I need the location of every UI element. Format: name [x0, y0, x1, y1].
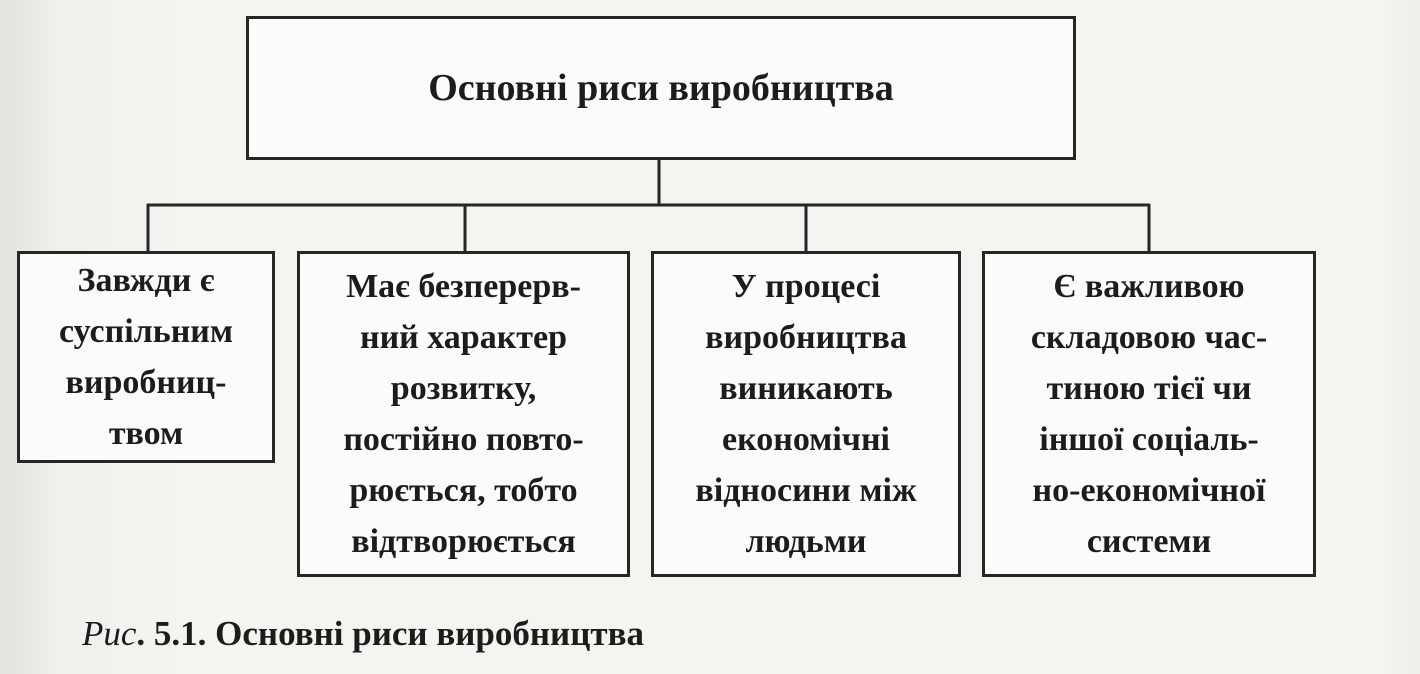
feature-box-1-line: Завжди є [77, 262, 215, 299]
feature-box-4-line: тиною тієї чи [1046, 370, 1252, 407]
feature-box-3-line: виробництва [705, 319, 907, 356]
figure-caption-prefix: Рис [82, 614, 137, 653]
feature-box-2-line: постійно повто- [343, 421, 584, 458]
feature-box-3-line: У процесі [731, 268, 881, 305]
root-box [246, 16, 1076, 160]
feature-box-4 [982, 251, 1316, 577]
root-box-text: Основні риси виробництва [428, 67, 894, 109]
feature-box-3-line: економічні [722, 421, 890, 458]
feature-box-2-line: розвитку, [390, 370, 537, 407]
feature-box-1-text [59, 255, 233, 459]
feature-box-1 [17, 251, 275, 463]
feature-box-2-text [343, 261, 583, 567]
feature-box-4-text [1031, 261, 1267, 567]
feature-box-3-line: виникають [719, 370, 893, 407]
feature-box-4-line: системи [1086, 523, 1212, 560]
feature-box-4-line: Є важливою [1053, 268, 1245, 305]
feature-box-2-line: рюється, тобто [349, 472, 578, 509]
feature-box-1-line: суспільним [58, 313, 234, 350]
feature-box-3 [651, 251, 961, 577]
feature-box-2-line: Має безперерв- [346, 268, 581, 305]
feature-box-1-line: виробниц- [65, 364, 227, 401]
figure-caption-text: . 5.1. Основні риси виробництва [136, 614, 644, 653]
feature-box-3-line: людьми [745, 523, 867, 560]
feature-box-2-line: відтворюється [351, 523, 576, 560]
feature-box-4-line: складовою час- [1030, 319, 1268, 356]
feature-box-1-line: твом [108, 415, 184, 452]
feature-box-3-line: відносини між [695, 472, 917, 509]
feature-box-2-line: ний характер [359, 319, 568, 356]
figure-caption [82, 614, 644, 654]
feature-box-4-line: но-економічної [1032, 472, 1266, 509]
feature-box-3-text [695, 261, 916, 567]
feature-box-4-line: іншої соціаль- [1039, 421, 1259, 458]
feature-box-2 [297, 251, 630, 577]
